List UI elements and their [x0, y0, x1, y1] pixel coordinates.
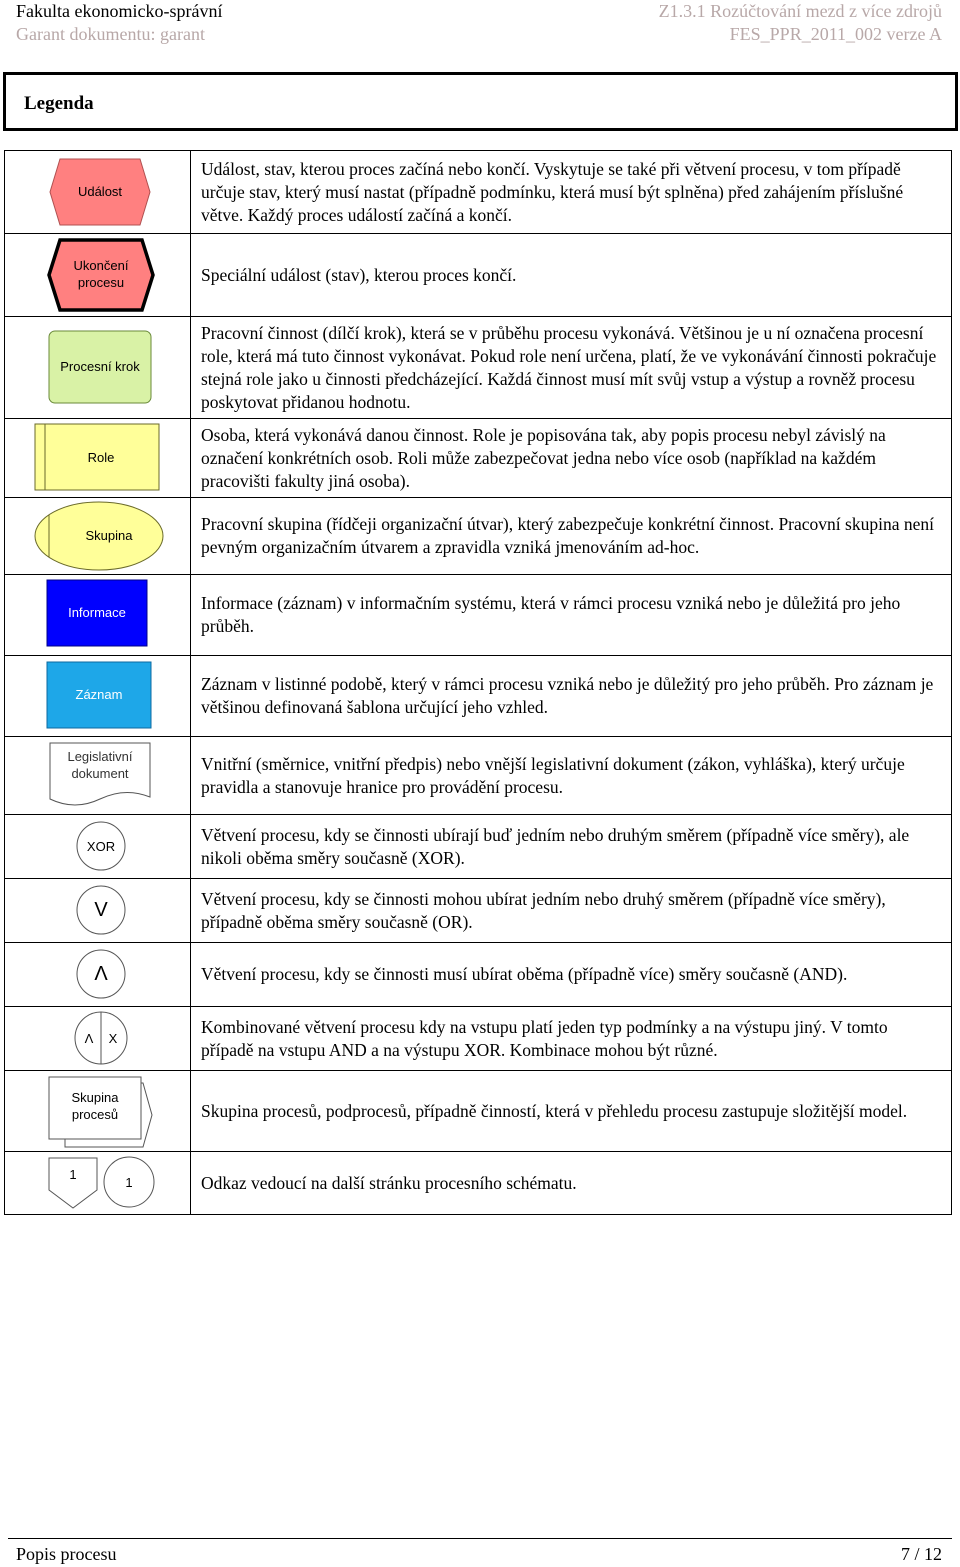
symbol-cell	[5, 737, 191, 815]
symbol-cell	[5, 151, 191, 234]
symbol-label-left: 1	[69, 1167, 77, 1182]
symbol-cell	[5, 656, 191, 737]
description: Speciální událost (stav), kterou proces končí.	[191, 234, 952, 317]
symbol-label: V	[94, 899, 108, 921]
legend-row-document	[5, 737, 952, 815]
legend-row-xor	[5, 815, 952, 879]
symbol-cell	[5, 1071, 191, 1152]
symbol-cell	[5, 234, 191, 317]
symbol-label: Ukončení procesu	[73, 258, 129, 290]
symbol-cell	[5, 1152, 191, 1215]
symbol-cell	[5, 575, 191, 656]
guarantor	[16, 23, 205, 46]
legend-row-event	[5, 151, 952, 234]
symbol-label: Λ	[94, 963, 108, 985]
page-header	[16, 0, 942, 46]
description: Záznam v listinné podobě, který v rámci procesu vzniká nebo je důležitý pro jeho průběh. Pro záznam je většinou definovaná šablona určující jeho vzhled.	[191, 656, 952, 737]
legend-title: Legenda	[24, 93, 94, 114]
symbol-cell	[5, 943, 191, 1007]
footer-divider	[8, 1538, 952, 1539]
description: Skupina procesů, podprocesů, případně činností, která v přehledu procesu zastupuje složitější model.	[191, 1071, 952, 1152]
legend-row-information	[5, 575, 952, 656]
legend-title-box	[3, 72, 958, 131]
legend-row-or	[5, 879, 952, 943]
symbol-label: XOR	[86, 839, 116, 854]
description: Pracovní činnost (dílčí krok), která se v průběhu procesu vykonává. Většinou je u ní označena procesní role, která má tuto činnost vykonávat. Pokud role není určena, platí, že ve vykonávání činnosti pokračuje stejná role jako u činnosti předcházející. Každá činnost musí mít svůj vstup a výstup a rovněž procesu poskytovat přidanou hodnotu.	[191, 317, 952, 419]
legend-row-group	[5, 498, 952, 575]
symbol-label-right: X	[108, 1031, 118, 1046]
description: Událost, stav, kterou proces začíná nebo končí. Vyskytuje se také při větvení procesu, v tom případě určuje stav, který musí nastat (případně podmínku, která musí být splněna) před zahájením příslušné větve. Každý proces událostí začíná a končí.	[191, 151, 952, 234]
description: Osoba, která vykonává danou činnost. Role je popisována tak, aby popis procesu nebyl závislý na označení konkrétních osob. Roli může zabezpečovat jedna nebo více osob (například na každém pracovišti fakulty jiná osoba).	[191, 419, 952, 498]
guarantor-label: Garant dokumentu:	[16, 24, 156, 44]
legend-row-page-connector	[5, 1152, 952, 1215]
description: Vnitřní (směrnice, vnitřní předpis) nebo vnější legislativní dokument (zákon, vyhláška), který určuje pravidla a stanovuje hranice pro provádění procesu.	[191, 737, 952, 815]
legend-row-role	[5, 419, 952, 498]
footer-title: Popis procesu	[16, 1544, 117, 1564]
symbol-label: Skupina procesů	[71, 1090, 119, 1122]
symbol-label: Procesní krok	[60, 359, 140, 374]
symbol-label: Záznam	[75, 687, 123, 702]
symbol-cell	[5, 815, 191, 879]
legend-row-combined	[5, 1007, 952, 1071]
description: Větvení procesu, kdy se činnosti mohou ubírat jedním nebo druhý směrem (případně více směry), případně oběma směry současně (OR).	[191, 879, 952, 943]
page-connector-icon	[5, 1152, 190, 1214]
document-title: Z1.3.1 Rozúčtování mezd z více zdrojů	[658, 1, 942, 21]
symbol-label: Legislativní dokument	[67, 749, 133, 781]
page-number: 7 / 12	[900, 1544, 942, 1564]
legend-row-record	[5, 656, 952, 737]
legend-row-process-step	[5, 317, 952, 419]
symbol-label-right: 1	[125, 1175, 133, 1190]
legend-table	[4, 150, 952, 1215]
legend-row-end-event	[5, 234, 952, 317]
faculty-name: Fakulta ekonomicko-správní	[16, 1, 223, 21]
symbol-label: Skupina	[85, 528, 133, 543]
description: Informace (záznam) v informačním systému, která v rámci procesu vzniká nebo je důležitá pro jeho průběh.	[191, 575, 952, 656]
symbol-cell	[5, 419, 191, 498]
symbol-cell	[5, 317, 191, 419]
description: Větvení procesu, kdy se činnosti ubírají buď jedním nebo druhým směrem (případně více směry), ale nikoli oběma směry současně (XOR).	[191, 815, 952, 879]
symbol-cell	[5, 879, 191, 943]
description: Kombinované větvení procesu kdy na vstupu platí jeden typ podmínky a na výstupu jiný. V tomto případě na vstupu AND a na výstupu XOR. Kombinace mohou být různé.	[191, 1007, 952, 1071]
legend-row-and	[5, 943, 952, 1007]
guarantor-value: garant	[159, 24, 205, 44]
description: Pracovní skupina (řídčeji organizační útvar), který zabezpečuje konkrétní činnost. Pracovní skupina není pevným organizačním útvarem a zpravidla vzniká jmenováním ad-hoc.	[191, 498, 952, 575]
legend-row-process-group	[5, 1071, 952, 1152]
symbol-cell	[5, 498, 191, 575]
document-code: FES_PPR_2011_002 verze A	[729, 24, 942, 44]
symbol-label: Informace	[68, 605, 126, 620]
description: Větvení procesu, kdy se činnosti musí ubírat oběma (případně více) směry současně (AND).	[191, 943, 952, 1007]
description: Odkaz vedoucí na další stránku procesního schématu.	[191, 1152, 952, 1215]
symbol-label: Událost	[77, 184, 123, 199]
symbol-label-left: Λ	[84, 1031, 94, 1046]
symbol-label: Role	[87, 450, 115, 465]
page-footer	[16, 1544, 942, 1565]
symbol-cell	[5, 1007, 191, 1071]
